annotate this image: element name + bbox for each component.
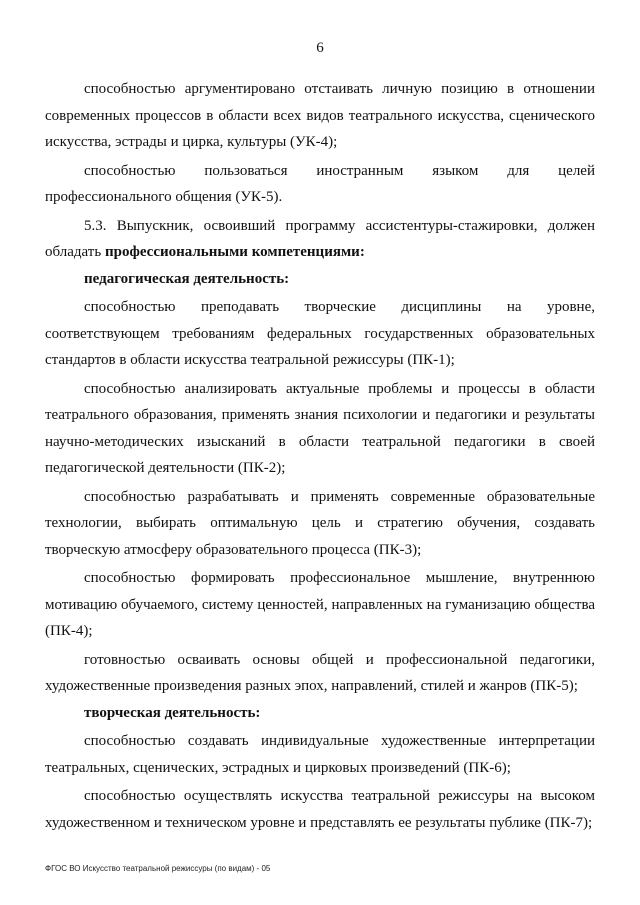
heading-creative-activity: творческая деятельность: [84, 704, 261, 721]
paragraph-pk2: способностью анализировать актуальные проблемы и процессы в области театрального образования, применять знания психологии и педагогики и результаты научно-методических изысканий в области театральной педагогики в своей педагогической деятельности (ПК-2); [45, 380, 595, 476]
page-footer: ФГОС ВО Искусство театральной режиссуры (по видам) - 05 [45, 864, 271, 873]
paragraph-pk5: готовностью осваивать основы общей и профессиональной педагогики, художественные произведения разных эпох, направлений, стилей и жанров (ПК-5); [45, 651, 595, 694]
paragraph-pk4: способностью формировать профессиональное мышление, внутреннюю мотивацию обучаемого, систему ценностей, направленных на гуманизацию общества (ПК-4); [45, 570, 595, 639]
paragraph-uk4: способностью аргументировано отстаивать личную позицию в отношении современных процессов в области всех видов театрального искусства, сценического искусства, эстрады и цирка, культуры (УК-4); [45, 81, 595, 150]
paragraph-pk7: способностью осуществлять искусства театральной режиссуры на высоком художественном и техническом уровне и представлять ее результаты публике (ПК-7); [45, 788, 595, 831]
professional-competencies-term: профессиональными компетенциями [104, 244, 360, 260]
paragraph-5-3 [45, 213, 595, 266]
paragraph-5-3-colon: : [359, 244, 365, 260]
paragraph-pk1: способностью преподавать творческие дисциплины на уровне, соответствующем требованиям федеральных государственных образовательных стандартов в области искусства театральной режиссуры (ПК-1); [45, 299, 595, 368]
paragraph-5-3-text: 5.3. Выпускник, освоивший программу ассистентуры-стажировки, должен обладать [45, 217, 595, 260]
paragraph-pk6: способностью создавать индивидуальные художественные интерпретации театральных, сценических, эстрадных и цирковых произведений (ПК-6); [45, 733, 595, 776]
page-body [45, 76, 595, 836]
paragraph-pk3: способностью разрабатывать и применять современные образовательные технологии, выбирать оптимальную цель и стратегию обучения, создавать творческую атмосферу образовательного процесса (ПК-3); [45, 488, 595, 558]
page-number: 6 [316, 40, 324, 56]
heading-pedagogical-activity: педагогическая деятельность: [84, 270, 290, 287]
paragraph-uk5: способностью пользоваться иностранным языком для целей профессионального общения (УК-5). [45, 162, 595, 205]
